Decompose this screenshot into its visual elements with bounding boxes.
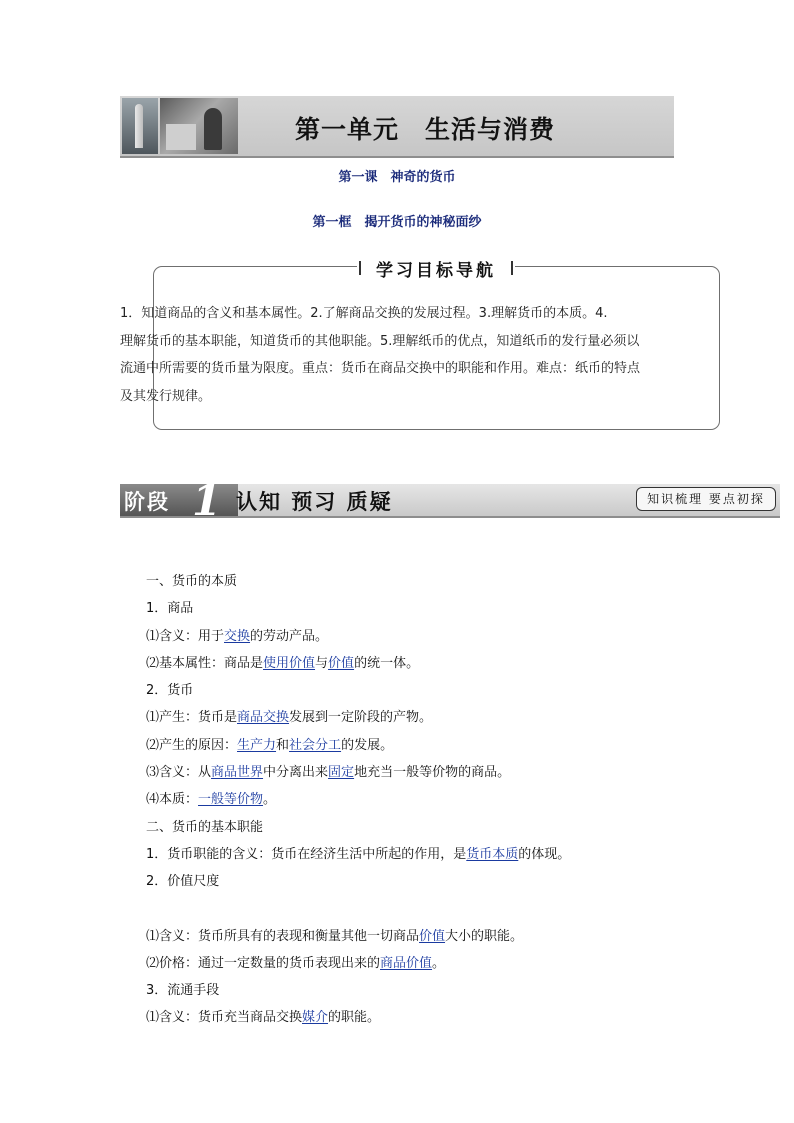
answer-blank: 商品世界: [211, 765, 264, 781]
objectives-line: 理解货币的基本职能，知道货币的其他职能。5.理解纸币的优点，知道纸币的发行量必须以: [120, 333, 640, 349]
subsection-heading: 1．商品: [146, 601, 194, 617]
answer-blank: 一般等价物: [198, 792, 264, 808]
objectives-heading-wrap: [357, 253, 515, 281]
content-line: 1．货币职能的含义：货币在经济生活中所起的作用，是货币本质的体现。: [146, 846, 571, 862]
stage-number: 1: [192, 476, 222, 525]
answer-blank: 生产力: [237, 737, 277, 753]
stage-tag: 知识梳理 要点初探: [636, 487, 776, 511]
answer-blank: 媒介: [302, 1010, 329, 1026]
subsection-heading: 2．价值尺度: [146, 874, 220, 890]
answer-blank: 价值: [328, 655, 355, 671]
section-heading: 二、货币的基本职能: [146, 819, 264, 835]
content-line: ⑴含义：货币充当商品交换媒介的职能。: [146, 1010, 381, 1026]
section-heading: 一、货币的本质: [146, 574, 238, 589]
content-line: ⑶含义：从商品世界中分离出来固定地充当一般等价物的商品。: [146, 765, 511, 781]
objectives-line: 及其发行规律。: [120, 388, 212, 404]
answer-blank: 固定: [328, 765, 355, 781]
subsection-heading: 2．货币: [146, 683, 194, 699]
answer-blank: 货币本质: [466, 846, 519, 862]
answer-blank: 使用价值: [263, 655, 316, 671]
answer-blank: 价值: [419, 928, 446, 944]
answer-blank: 社会分工: [289, 737, 342, 753]
stage-banner: [120, 476, 780, 525]
subsection-heading: 3．流通手段: [146, 983, 220, 999]
objectives-line: 流通中所需要的货币量为限度。重点：货币在商品交换中的职能和作用。难点：纸币的特点: [120, 361, 641, 376]
content-line: ⑴产生：货币是商品交换发展到一定阶段的产物。: [146, 710, 433, 726]
stage-word: 阶段: [124, 489, 170, 514]
answer-blank: 商品价值: [380, 955, 433, 971]
content-line: ⑵价格：通过一定数量的货币表现出来的商品价值。: [146, 955, 446, 971]
rocket-launch-photo: [122, 98, 158, 154]
objectives-line: 1．知道商品的含义和基本属性。2.了解商品交换的发展过程。3.理解货币的本质。4.: [120, 306, 608, 321]
content-line: ⑵基本属性：商品是使用价值与价值的统一体。: [146, 655, 420, 671]
answer-blank: 交换: [224, 628, 251, 644]
stage-label-block: [120, 476, 238, 525]
content-line: ⑷本质：一般等价物。: [146, 792, 277, 808]
content-line: ⑵产生的原因：生产力和社会分工的发展。: [146, 737, 394, 753]
frame-title: 第一框 揭开货币的神秘面纱: [312, 215, 482, 230]
objectives-text: [120, 300, 676, 410]
unit-title: 第一单元 生活与消费: [295, 115, 556, 144]
answer-blank: 商品交换: [237, 710, 290, 726]
lesson-title: 第一课 神奇的货币: [338, 170, 456, 185]
objectives-heading: 学习目标导航: [376, 261, 496, 281]
study-content: [146, 568, 746, 1032]
stage-title: 认知 预习 质疑: [236, 489, 393, 514]
content-line: ⑴含义：货币所具有的表现和衡量其他一切商品价值大小的职能。: [146, 928, 524, 944]
market-shopping-photo: [160, 98, 238, 154]
unit-banner: [120, 96, 674, 158]
content-line: ⑴含义：用于交换的劳动产品。: [146, 628, 329, 644]
